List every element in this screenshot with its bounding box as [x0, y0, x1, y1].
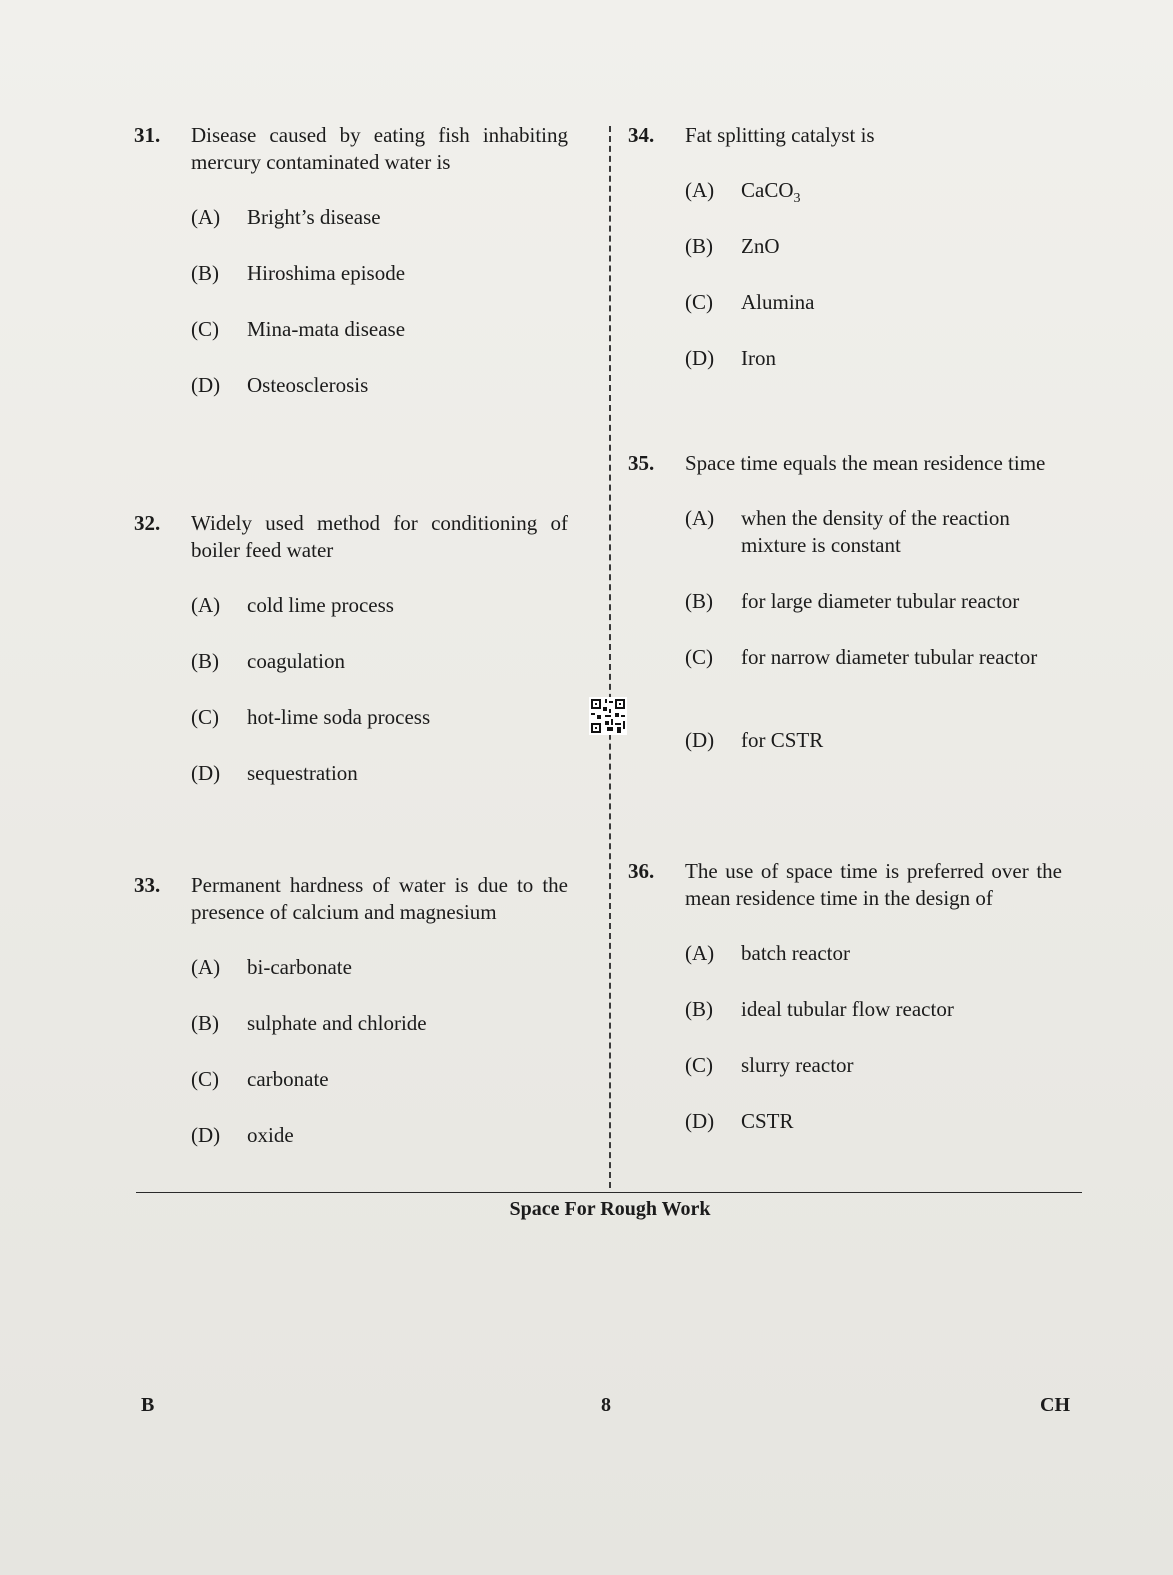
option-text: Mina-mata disease: [247, 317, 406, 341]
question-number: 35.: [628, 451, 655, 475]
option-text: coagulation: [247, 649, 345, 673]
option-label: (B): [685, 589, 713, 613]
question-32: [134, 510, 568, 816]
option-label: (A): [685, 941, 715, 965]
option-text: CSTR: [741, 1109, 794, 1133]
footer-series-code: B: [141, 1394, 155, 1416]
rough-work-label: Space For Rough Work: [509, 1198, 711, 1220]
option-label: (A): [191, 205, 221, 229]
question-number: 34.: [628, 123, 655, 147]
formula-text: CaCO: [741, 178, 794, 202]
option-b: [191, 260, 568, 287]
option-text: when the density of the reaction mixture is constant: [741, 506, 1010, 557]
option-label: (C): [191, 705, 219, 729]
option-label: (A): [191, 955, 221, 979]
option-text: ideal tubular flow reactor: [741, 997, 954, 1021]
option-c: [191, 1066, 568, 1093]
option-text: for narrow diameter tubular reactor: [741, 645, 1038, 669]
option-label: (A): [685, 178, 715, 202]
option-label: (B): [191, 649, 219, 673]
option-a: [191, 954, 568, 981]
option-b: [191, 648, 568, 675]
question-text: The use of space time is preferred over the mean residence time in the design of: [685, 859, 1062, 910]
option-label: (A): [685, 506, 715, 530]
option-text: carbonate: [247, 1067, 329, 1091]
option-text: cold lime process: [247, 593, 394, 617]
option-text: hot-lime soda process: [247, 705, 431, 729]
option-text: [741, 177, 1061, 212]
rough-work-rule: [136, 1192, 1082, 1193]
option-c: [685, 1052, 1062, 1079]
question-35: [628, 450, 1062, 783]
question-number: 31.: [134, 123, 161, 147]
option-text: for large diameter tubular reactor: [741, 589, 1020, 613]
question-number: 32.: [134, 511, 161, 535]
option-c: [191, 316, 568, 343]
question-text: Disease caused by eating fish inhabiting mercury contaminated water is: [191, 123, 568, 174]
question-31: [134, 122, 568, 428]
option-a: [191, 592, 568, 619]
question-text: Fat splitting catalyst is: [685, 123, 875, 147]
option-label: (D): [191, 373, 221, 397]
option-label: (B): [191, 261, 219, 285]
option-label: (D): [685, 346, 715, 370]
footer-subject-code: CH: [1040, 1394, 1070, 1416]
option-label: (D): [685, 728, 715, 752]
option-d: [685, 1108, 1062, 1135]
question-36: [628, 858, 1062, 1164]
question-number: 33.: [134, 873, 161, 897]
option-text: Iron: [741, 346, 776, 370]
option-a: [685, 177, 1062, 207]
option-label: (C): [685, 645, 713, 669]
option-d: [191, 1122, 568, 1149]
option-d: [191, 760, 568, 787]
question-text: Space time equals the mean residence time: [685, 451, 1046, 475]
option-label: (B): [685, 234, 713, 258]
option-text: Osteosclerosis: [247, 373, 369, 397]
option-label: (D): [191, 1123, 221, 1147]
question-33: [134, 872, 568, 1178]
page-number: 8: [601, 1394, 611, 1416]
option-text: bi-carbonate: [247, 955, 352, 979]
option-b: [685, 588, 1062, 615]
option-label: (C): [685, 1053, 713, 1077]
question-number: 36.: [628, 859, 655, 883]
option-a: [685, 505, 1062, 559]
option-label: (D): [191, 761, 221, 785]
option-c: [685, 644, 1062, 698]
option-text: sulphate and chloride: [247, 1011, 427, 1035]
option-text: ZnO: [741, 234, 780, 258]
option-b: [191, 1010, 568, 1037]
option-label: (C): [685, 290, 713, 314]
option-label: (C): [191, 1067, 219, 1091]
option-label: (B): [191, 1011, 219, 1035]
formula-subscript: 3: [793, 191, 801, 207]
option-text: sequestration: [247, 761, 358, 785]
option-text: Bright’s disease: [247, 205, 381, 229]
option-text: slurry reactor: [741, 1053, 854, 1077]
option-c: [191, 704, 568, 731]
qr-code-icon: [589, 697, 627, 735]
option-a: [685, 940, 1062, 967]
option-b: [685, 233, 1062, 260]
option-a: [191, 204, 568, 231]
option-label: (D): [685, 1109, 715, 1133]
question-text: Widely used method for conditioning of boiler feed water: [191, 511, 568, 562]
question-34: [628, 122, 1062, 401]
option-d: [685, 345, 1062, 372]
option-label: (A): [191, 593, 221, 617]
option-c: [685, 289, 1062, 316]
option-d: [191, 372, 568, 399]
option-text: Alumina: [741, 290, 815, 314]
option-b: [685, 996, 1062, 1023]
option-text: oxide: [247, 1123, 294, 1147]
option-text: for CSTR: [741, 728, 824, 752]
option-text: batch reactor: [741, 941, 851, 965]
question-text: Permanent hardness of water is due to the presence of calcium and magnesium: [191, 873, 568, 924]
option-d: [685, 727, 1062, 754]
column-divider: [609, 126, 611, 1188]
option-label: (C): [191, 317, 219, 341]
option-text: Hiroshima episode: [247, 261, 406, 285]
option-label: (B): [685, 997, 713, 1021]
